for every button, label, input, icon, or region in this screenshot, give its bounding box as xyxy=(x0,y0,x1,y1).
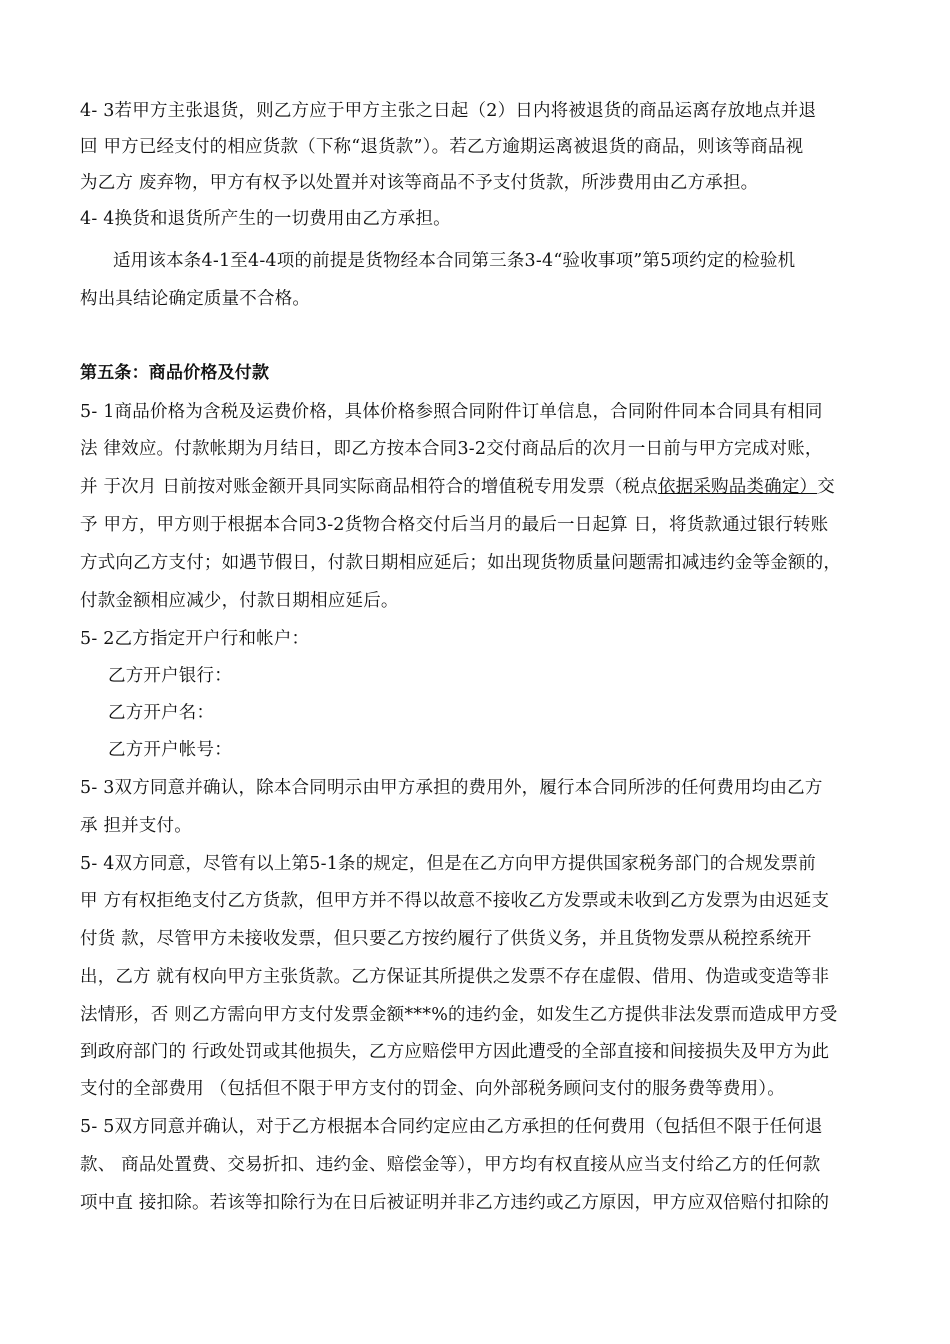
paragraph-line: 回 甲方已经支付的相应货款（下称“退货款”）。若乙方逾期运离被退货的商品，则该等商品视 xyxy=(80,137,804,157)
paragraph-line: 5- 3双方同意并确认，除本合同明示由甲方承担的费用外，履行本合同所涉的任何费用均由乙方 xyxy=(80,778,823,798)
paragraph-line: 甲 方有权拒绝支付乙方货款，但甲方并不得以故意不接收乙方发票或未收到乙方发票为由迟延支 xyxy=(80,891,830,911)
paragraph-line: 项中直 接扣除。若该等扣除行为在日后被证明并非乙方违约或乙方原因，甲方应双倍赔付扣除的 xyxy=(80,1193,830,1213)
bank-field-label: 乙方开户银行： xyxy=(108,666,232,686)
paragraph-line: 予 甲方，甲方则于根据本合同3-2货物合格交付后当月的最后一日起算 日，将货款通过银行转账 xyxy=(80,515,829,535)
section-heading: 第五条：商品价格及付款 xyxy=(80,363,270,383)
paragraph-line: 出，乙方 就有权向甲方主张货款。乙方保证其所提供之发票不存在虚假、借用、伪造或变造等非 xyxy=(80,967,830,987)
paragraph-line: 5- 1商品价格为含税及运费价格，具体价格参照合同附件订单信息，合同附件同本合同具有相同 xyxy=(80,402,823,422)
account-number-label: 乙方开户帐号： xyxy=(108,740,232,760)
paragraph-line: 款、 商品处置费、交易折扣、违约金、赔偿金等），甲方均有权直接从应当支付给乙方的任何款 xyxy=(80,1155,821,1175)
paragraph-line: 适用该本条4-1至4-4项的前提是货物经本合同第三条3-4“验收事项”第5项约定的检验机 xyxy=(113,251,796,271)
text-segment: 并 于次月 日前按对账金额开具同实际商品相符合的增值税专用发票（税点 xyxy=(80,477,658,497)
paragraph-line: 付货 款，尽管甲方未接收发票，但只要乙方按约履行了供货义务，并且货物发票从税控系统开 xyxy=(80,929,812,949)
paragraph-line: 支付的全部费用 （包括但不限于甲方支付的罚金、向外部税务顾问支付的服务费等费用）。 xyxy=(80,1079,786,1099)
account-name-label: 乙方开户名： xyxy=(108,703,215,723)
paragraph-line: 为乙方 废弃物，甲方有权予以处置并对该等商品不予支付货款，所涉费用由乙方承担。 xyxy=(80,173,759,193)
paragraph-line: 方式向乙方支付；如遇节假日，付款日期相应延后；如出现货物质量问题需扣减违约金等金额的， xyxy=(80,553,842,573)
paragraph-line: 法情形，否 则乙方需向甲方支付发票金额***%的违约金，如发生乙方提供非法发票而造成甲方受 xyxy=(80,1005,838,1025)
paragraph-line: 4- 3若甲方主张退货，则乙方应于甲方主张之日起（2）日内将被退货的商品运离存放地点并退 xyxy=(80,101,817,121)
paragraph-line: 构出具结论确定质量不合格。 xyxy=(80,289,311,309)
underlined-text: 依据采购品类确定） xyxy=(657,477,818,497)
paragraph-line: 法 律效应。付款帐期为月结日，即乙方按本合同3-2交付商品后的次月一日前与甲方完成对账， xyxy=(80,439,823,459)
paragraph-line: 5- 5双方同意并确认，对于乙方根据本合同约定应由乙方承担的任何费用（包括但不限于任何退 xyxy=(80,1117,823,1137)
paragraph-line: 5- 4双方同意，尽管有以上第5-1条的规定，但是在乙方向甲方提供国家税务部门的合规发票前 xyxy=(80,854,816,874)
paragraph-line: 到政府部门的 行政处罚或其他损失，乙方应赔偿甲方因此遭受的全部直接和间接损失及甲方为此 xyxy=(80,1042,830,1062)
text-segment: 交 xyxy=(817,477,835,497)
paragraph-line: 承 担并支付。 xyxy=(80,816,192,836)
paragraph-line xyxy=(80,472,910,502)
paragraph-line: 5- 2乙方指定开户行和帐户： xyxy=(80,629,310,649)
paragraph-line: 4- 4换货和退货所产生的一切费用由乙方承担。 xyxy=(80,209,451,229)
paragraph-line: 付款金额相应减少，付款日期相应延后。 xyxy=(80,591,399,611)
